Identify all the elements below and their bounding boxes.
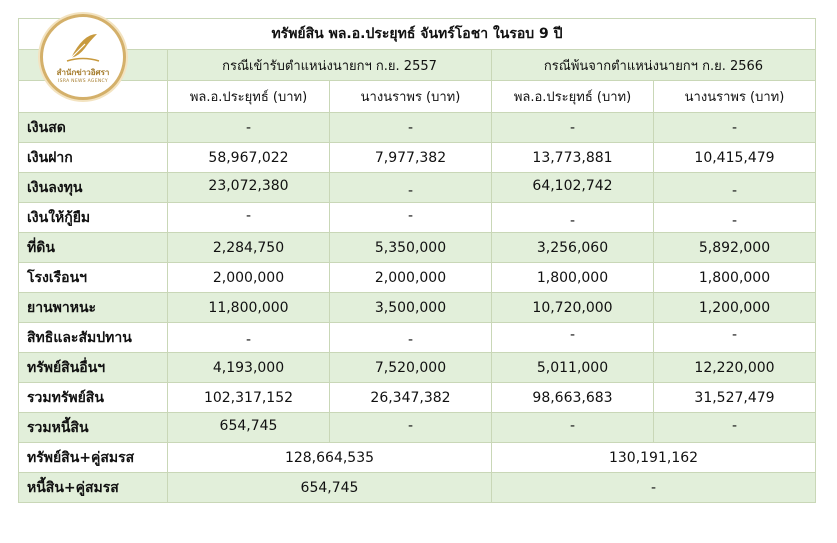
column-header: นางนราพร (บาท) xyxy=(654,81,816,113)
table-row xyxy=(19,173,816,203)
cell-value: - xyxy=(168,323,330,353)
cell-value: 98,663,683 xyxy=(492,383,654,413)
column-header: พล.อ.ประยุทธ์ (บาท) xyxy=(492,81,654,113)
cell-value: 102,317,152 xyxy=(168,383,330,413)
row-label: ทรัพย์สิน+คู่สมรส xyxy=(19,443,168,473)
table-row xyxy=(19,203,816,233)
row-label: รวมหนี้สิน xyxy=(19,413,168,443)
row-label: สิทธิและสัมปทาน xyxy=(19,323,168,353)
group-header-row xyxy=(19,50,816,81)
row-label: ยานพาหนะ xyxy=(19,293,168,323)
title-row xyxy=(19,19,816,50)
cell-value: 4,193,000 xyxy=(168,353,330,383)
cell-value: - xyxy=(330,413,492,443)
cell-value: 64,102,742 xyxy=(492,173,654,203)
cell-value: - xyxy=(330,173,492,203)
cell-value: 23,072,380 xyxy=(168,173,330,203)
column-header: นางนราพร (บาท) xyxy=(330,81,492,113)
cell-value: 7,520,000 xyxy=(330,353,492,383)
row-label: ที่ดิน xyxy=(19,233,168,263)
cell-value: 654,745 xyxy=(168,413,330,443)
cell-value: - xyxy=(492,113,654,143)
cell-value: - xyxy=(654,113,816,143)
row-label: เงินฝาก xyxy=(19,143,168,173)
cell-value: - xyxy=(492,323,654,353)
row-label: เงินลงทุน xyxy=(19,173,168,203)
row-label: เงินสด xyxy=(19,113,168,143)
cell-value: - xyxy=(168,203,330,233)
column-header: พล.อ.ประยุทธ์ (บาท) xyxy=(168,81,330,113)
quill-icon xyxy=(63,30,103,64)
cell-value: - xyxy=(654,203,816,233)
cell-value: 1,200,000 xyxy=(654,293,816,323)
row-label: โรงเรือนฯ xyxy=(19,263,168,293)
cell-value: 5,011,000 xyxy=(492,353,654,383)
table-title: ทรัพย์สิน พล.อ.ประยุทธ์ จันทร์โอชา ในรอบ 9 ปี xyxy=(19,19,816,50)
cell-value: 1,800,000 xyxy=(654,263,816,293)
group-header-2557: กรณีเข้ารับตำแหน่งนายกฯ ก.ย. 2557 xyxy=(168,50,492,81)
table-row xyxy=(19,293,816,323)
row-label: หนี้สิน+คู่สมรส xyxy=(19,473,168,503)
cell-value: 1,800,000 xyxy=(492,263,654,293)
cell-value: 58,967,022 xyxy=(168,143,330,173)
table-row xyxy=(19,143,816,173)
logo-text: สำนักข่าวอิศรา xyxy=(56,68,110,77)
isra-news-logo xyxy=(40,14,126,100)
cell-value: - xyxy=(654,413,816,443)
combined-value-2566: - xyxy=(492,473,816,503)
table-row xyxy=(19,413,816,443)
cell-value: - xyxy=(492,413,654,443)
cell-value: 11,800,000 xyxy=(168,293,330,323)
cell-value: 7,977,382 xyxy=(330,143,492,173)
cell-value: 10,720,000 xyxy=(492,293,654,323)
cell-value: 3,500,000 xyxy=(330,293,492,323)
table-row xyxy=(19,233,816,263)
logo-subtext: ISRA NEWS AGENCY xyxy=(58,79,108,84)
table-row xyxy=(19,323,816,353)
cell-value: 12,220,000 xyxy=(654,353,816,383)
cell-value: 5,350,000 xyxy=(330,233,492,263)
combined-value-2557: 654,745 xyxy=(168,473,492,503)
row-label: เงินให้กู้ยืม xyxy=(19,203,168,233)
cell-value: - xyxy=(330,323,492,353)
cell-value: - xyxy=(168,113,330,143)
cell-value: 31,527,479 xyxy=(654,383,816,413)
asset-table xyxy=(18,18,816,503)
table-row xyxy=(19,113,816,143)
combined-value-2566: 130,191,162 xyxy=(492,443,816,473)
cell-value: 10,415,479 xyxy=(654,143,816,173)
group-header-2566: กรณีพ้นจากตำแหน่งนายกฯ ก.ย. 2566 xyxy=(492,50,816,81)
cell-value: - xyxy=(330,113,492,143)
combined-value-2557: 128,664,535 xyxy=(168,443,492,473)
cell-value: 2,284,750 xyxy=(168,233,330,263)
cell-value: 3,256,060 xyxy=(492,233,654,263)
cell-value: - xyxy=(492,203,654,233)
cell-value: 26,347,382 xyxy=(330,383,492,413)
cell-value: - xyxy=(330,203,492,233)
combined-row xyxy=(19,473,816,503)
table-row xyxy=(19,353,816,383)
cell-value: 5,892,000 xyxy=(654,233,816,263)
combined-row xyxy=(19,443,816,473)
cell-value: 2,000,000 xyxy=(330,263,492,293)
cell-value: 13,773,881 xyxy=(492,143,654,173)
cell-value: 2,000,000 xyxy=(168,263,330,293)
row-label: ทรัพย์สินอื่นฯ xyxy=(19,353,168,383)
cell-value: - xyxy=(654,173,816,203)
column-header-row xyxy=(19,81,816,113)
table-row xyxy=(19,263,816,293)
cell-value: - xyxy=(654,323,816,353)
row-label: รวมทรัพย์สิน xyxy=(19,383,168,413)
table-row xyxy=(19,383,816,413)
